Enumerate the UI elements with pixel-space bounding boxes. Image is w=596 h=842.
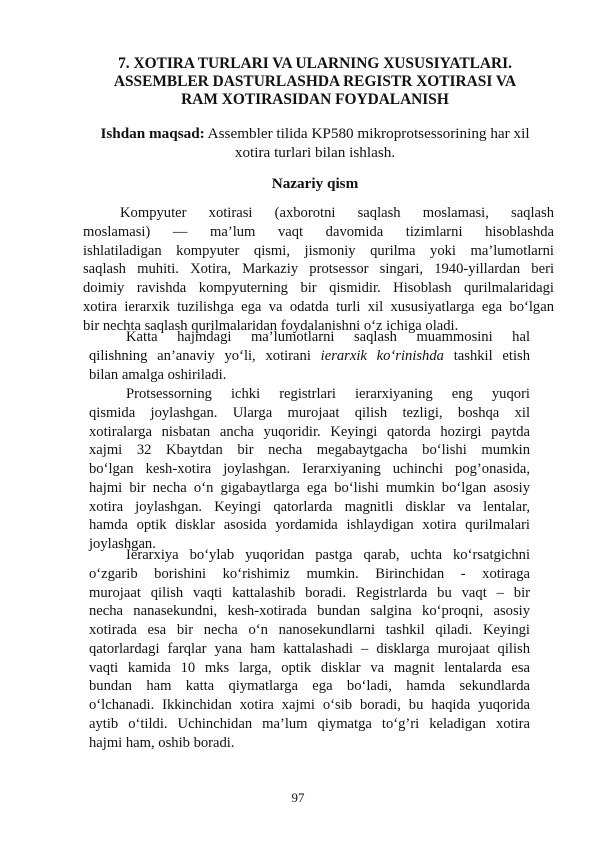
text-line: xotirada esa bir necha o‘n nanosekundlarni tashkil qiladi. Keyingi [89, 622, 530, 638]
text-line: hajmi ham, oshib boradi. [89, 734, 235, 751]
text-line: bundan ham katta qiymatlarga ega bo‘ladi, hamda sekundlarda [89, 678, 530, 695]
chapter-title-line-3: RAM XOTIRASIDAN FOYDALANISH [181, 91, 449, 108]
emphasized-term: ierarxik ko‘rinishda [320, 347, 444, 364]
text-line: o‘lchanadi. Ikkinchidan xotira xajmi o‘sib boradi, bu haqida yuqorida [89, 697, 530, 713]
paragraph-2 [89, 328, 530, 384]
paragraph-3 [89, 385, 530, 554]
page-number: 97 [291, 790, 305, 805]
text-line: joylashgan. [89, 536, 156, 552]
chapter-title-line-2: ASSEMBLER DASTURLASHDA REGISTR XOTIRASI VA [113, 73, 517, 90]
text-line: vaqti kamida 10 mks larga, optik disklar va magnit lentalarda esa [89, 659, 530, 676]
goal-text-line-1: Assembler tilida KP580 mikroprotsessorining har xil [204, 125, 530, 142]
text-line: aytib o‘tildi. Uchinchidan ma’lum qiymatga to‘g’ri keladigan xotira [89, 715, 530, 732]
text-line: saqlash muhiti. Xotira, Markaziy protsessor singari, 1940-yillardan beri [83, 261, 554, 278]
chapter-title-line-1: 7. XOTIRA TURLARI VA ULARNING XUSUSIYATLARI. [118, 55, 512, 72]
text-line: Katta hajmdagi ma’lumotlarni saqlash muammosini hal [126, 329, 530, 345]
goal-text-line-2: xotira turlari bilan ishlash. [234, 144, 396, 161]
text-line: o‘zgarib borishini ko‘rishimiz mumkin. Birinchidan - xotiraga [89, 565, 530, 582]
text-line: hamda optik disklar asosida yordamida ishlaydigan xotira qurilmalari [89, 517, 530, 534]
paragraph-1 [83, 204, 554, 335]
text-segment: qilishning an’anaviy yo‘li, xotirani [89, 347, 321, 364]
text-line: doimiy ravishda kompyuterning bir qismidir. Hisoblash qurilmalaridagi [83, 280, 554, 296]
text-line: bo‘lgan kesh-xotira joylashgan. Ierarxiyaning uchinchi pog’onasida, [89, 461, 530, 477]
section-heading: Nazariy qism [271, 175, 359, 192]
chapter-title [60, 55, 570, 109]
text-line: qismida joylashgan. Ularga murojaat qilish tezligi, boshqa xil [89, 404, 530, 421]
text-line: hajmi bir necha o‘n gigabaytlarga ega bo‘lishi mumkin bo‘lgan asosiy [89, 479, 530, 496]
text-line: ishlatiladigan kompyuter qismi, jismoniy qurilma yoki ma’lumotlarni [83, 242, 554, 259]
text-line: murojaat qilish vaqti kattalashib boradi. Registrlarda bu vaqt – bir [89, 584, 530, 601]
text-line: bilan amalga oshiriladi. [89, 366, 227, 383]
goal-label: Ishdan maqsad: [100, 125, 205, 142]
goal-statement [60, 124, 570, 162]
text-line: qatorlardagi farqlar yana ham kattalashadi – disklarga murojaat qilish [89, 640, 530, 657]
text-line: Protsessorning ichki registrlari ierarxiyaning eng yuqori [126, 386, 530, 402]
text-line: xajmi 32 Kbaytdan bir necha megabaytgacha bo‘lishi mumkin [89, 442, 530, 459]
text-line: xotira ierarxik tuzilishga ega va odatda turli xil xususiyatlarga ega bo‘lgan [83, 298, 554, 315]
text-line: xotira joylashgan. Keyingi qatorlarda magnitli disklar va lentalar, [89, 498, 530, 515]
text-line: xotiralarga nisbatan ancha yuqoridir. Keyingi qatorda hozirgi paytda [89, 423, 530, 440]
text-line: Ierarxiya bo‘ylab yuqoridan pastga qarab, uchta ko‘rsatgichni [126, 547, 530, 563]
paragraph-4 [89, 546, 530, 752]
text-line: bir nechta saqlash qurilmalaridan foydalanishni o‘z ichiga oladi. [83, 317, 459, 334]
text-line: Kompyuter xotirasi (axborotni saqlash moslamasi, saqlash [120, 205, 554, 221]
text-line: necha nanasekundni, kesh-xotirada bundan salgina ko‘proqni, asosiy [89, 603, 530, 620]
text-line [89, 347, 530, 366]
text-line: moslamasi) — ma’lum vaqt davomida tizimlarni hisoblashda [83, 223, 554, 240]
text-segment: tashkil etish [443, 347, 530, 364]
